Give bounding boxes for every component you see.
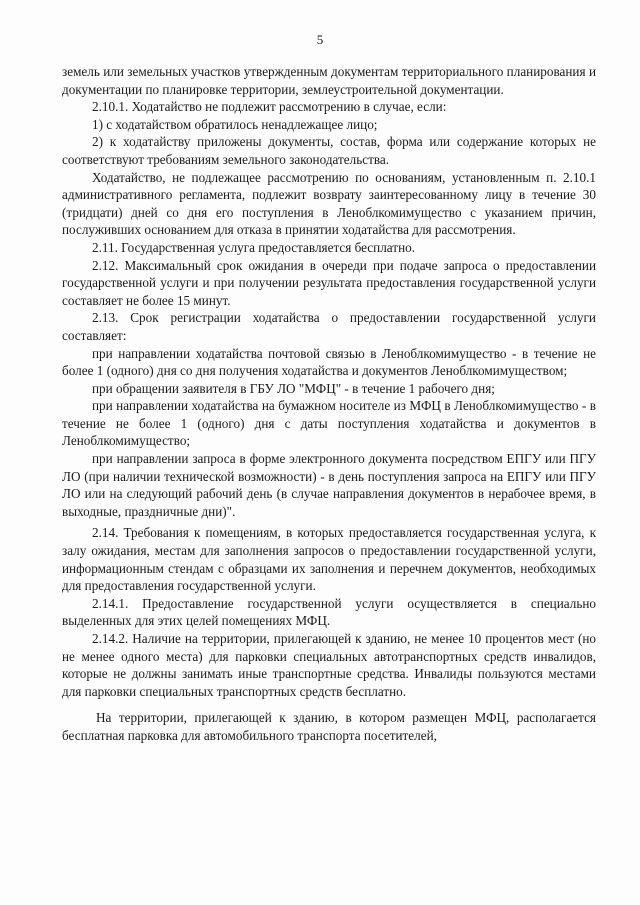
paragraph: 2.14.2. Наличие на территории, прилегающей к зданию, не менее 10 процентов мест (но не менее одного места) для парковки специальных автотранспортных средств инвалидов, которые не должны занимать иные транспортные средства. Инвалиды пользуются местами для парковки специальных транспортных средств бесплатно.: [62, 631, 596, 699]
paragraph: 2.14. Требования к помещениям, в которых предоставляется государственная услуга, к залу ожидания, местам для заполнения запросов о предоставлении государственной услуги, информационным стендам с образцами их заполнения и перечнем документов, необходимых для предоставления государственной услуги.: [62, 525, 596, 594]
paragraph: 2.13. Срок регистрации ходатайства о предоставлении государственной услуги составляет:: [62, 310, 596, 343]
document-body: [62, 63, 596, 745]
paragraph: при направлении запроса в форме электронного документа посредством ЕПГУ или ПГУ ЛО (при наличии технической возможности) - в день поступления запроса на ЕПГУ или ПГУ ЛО или на следующий рабочий день (в случае направления документов в нерабочее время, в выходные, праздничные дни)".: [62, 451, 596, 519]
paragraph: 2.12. Максимальный срок ожидания в очереди при подаче запроса о предоставлении государственной услуги и при получении результата предоставления государственной услуги составляет не более 15 минут.: [62, 257, 596, 308]
paragraph: Ходатайство, не подлежащее рассмотрению по основаниям, установленным п. 2.10.1 административного регламента, подлежит возврату заинтересованному лицу в течение 30 (тридцати) дней со дня его поступления в Леноблкомимущество с указанием причин, послуживших основанием для отказа в принятии ходатайства для рассмотрения.: [62, 169, 596, 238]
paragraph: 1) с ходатайством обратилось ненадлежащее лицо;: [92, 116, 378, 132]
paragraph: земель или земельных участков утвержденным документам территориального планирования и документации по планировке территории, землеустроительной документации.: [62, 64, 596, 97]
paragraph: На территории, прилегающей к зданию, в котором размещен МФЦ, располагается бесплатная парковка для автомобильного транспорта посетителей,: [62, 710, 596, 743]
paragraph: 2.11. Государственная услуга предоставляется бесплатно.: [92, 239, 416, 255]
paragraph: 2.14.1. Предоставление государственной услуги осуществляется в специально выделенных для этих целей помещениях МФЦ.: [62, 595, 596, 629]
paragraph: 2.10.1. Ходатайство не подлежит рассмотрению в случае, если:: [92, 99, 447, 115]
paragraph: 2) к ходатайству приложены документы, состав, форма или содержание которых не соответствуют требованиям земельного законодательства.: [62, 134, 596, 167]
paragraph: при обращении заявителя в ГБУ ЛО "МФЦ" - в течение 1 рабочего дня;: [92, 380, 495, 396]
paragraph: при направлении ходатайства на бумажном носителе из МФЦ в Леноблкомимущество - в течение не более 1 (одного) дня с даты поступления ходатайства и документов в Леноблкомимущество;: [62, 398, 596, 449]
page-number: 5: [316, 32, 324, 47]
paragraph: при направлении ходатайства почтовой связью в Леноблкомимущество - в течение не более 1 (одного) дня со дня получения ходатайства и документов Леноблкомимуществом;: [62, 345, 596, 379]
